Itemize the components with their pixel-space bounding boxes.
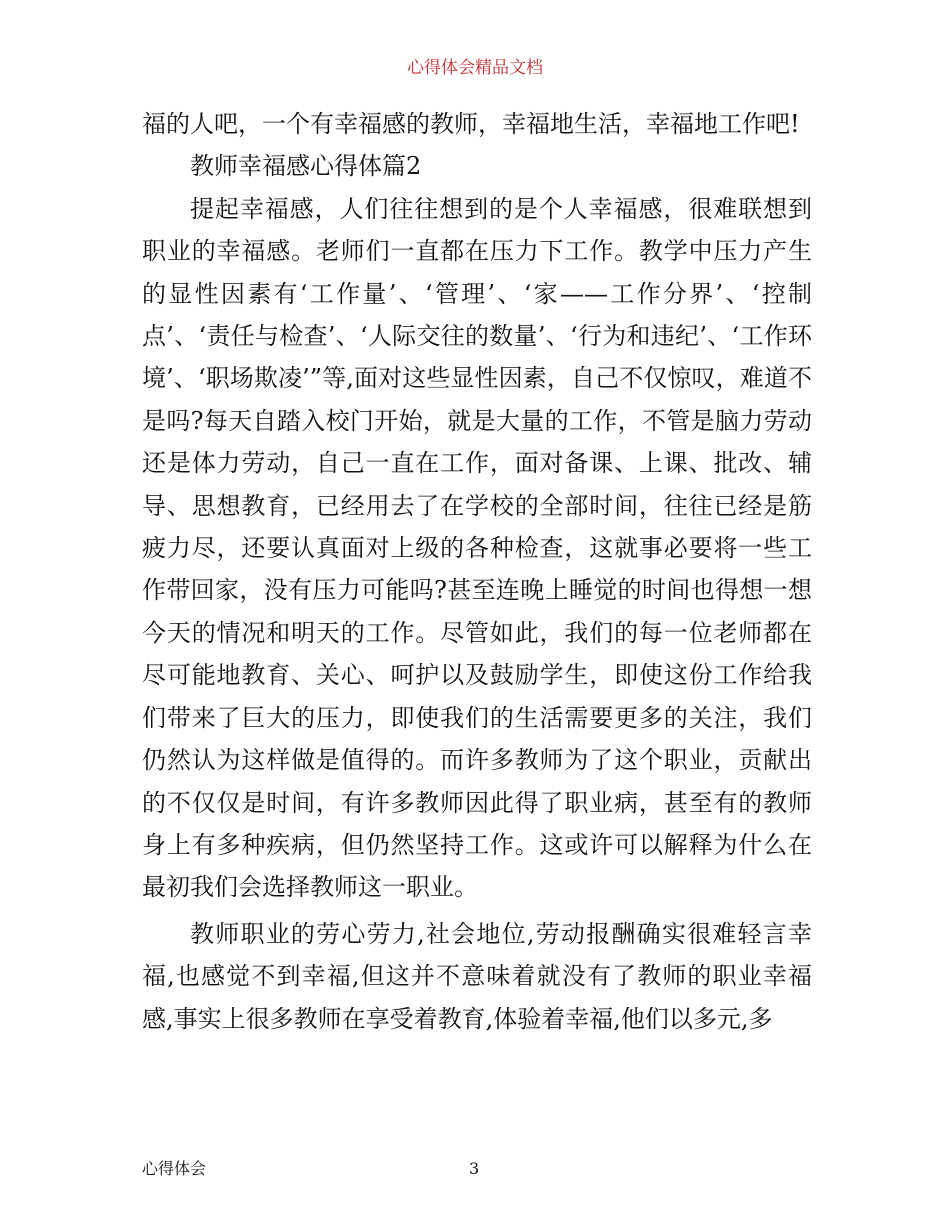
paragraph-continuation: 福的人吧，一个有幸福感的教师，幸福地生活，幸福地工作吧! [142, 110, 800, 138]
document-body [142, 103, 812, 1040]
page-header-title: 心得体会精品文档 [407, 58, 543, 78]
page-number: 3 [469, 1159, 480, 1178]
footer-label: 心得体会 [142, 1159, 207, 1178]
paragraph: 提起幸福感，人们往往想到的是个人幸福感，很难联想到职业的幸福感。老师们一直都在压力下工作。教学中压力产生的显性因素有‘工作量’、‘管理’、‘家——工作分界’、‘控制点’、‘责任与检查’、‘人际交往的数量’、‘行为和违纪’、‘工作环境’、‘职场欺凌’”等,面对这些显性因素，自己不仅惊叹，难道不是吗?每天自踏入校门开始，就是大量的工作，不管是脑力劳动还是体力劳动，自己一直在工作，面对备课、上课、批改、辅导、思想教育，已经用去了在学校的全部时间，往往已经是筋疲力尽，还要认真面对上级的各种检查，这就事必要将一些工作带回家，没有压力可能吗?甚至连晚上睡觉的时间也得想一想今天的情况和明天的工作。尽管如此，我们的每一位老师都在尽可能地教育、关心、呵护以及鼓励学生，即使这份工作给我们带来了巨大的压力，即使我们的生活需要更多的关注，我们仍然认为这样做是值得的。而许多教师为了这个职业，贡献出的不仅仅是时间，有许多教师因此得了职业病，甚至有的教师身上有多种疾病，但仍然坚持工作。这或许可以解释为什么在最初我们会选择教师这一职业。 [142, 194, 812, 902]
paragraph: 教师职业的劳心劳力,社会地位,劳动报酬确实很难轻言幸福,也感觉不到幸福,但这并不意味着就没有了教师的职业幸福感,事实上很多教师在享受着教育,体验着幸福,他们以多元,多 [142, 919, 812, 1033]
section-heading: 教师幸福感心得体篇2 [190, 152, 422, 181]
